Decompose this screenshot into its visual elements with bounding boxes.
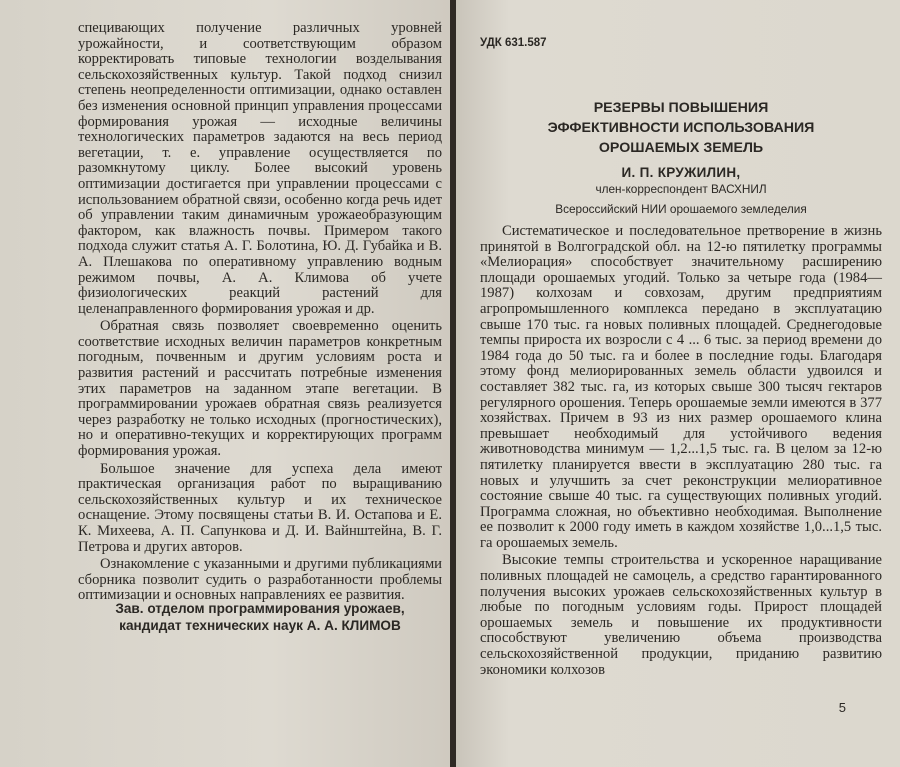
signature-block: [78, 600, 442, 634]
left-paragraph-4: Ознакомление с указанными и другими публикациями сборника позволит судить о разработанности проблемы оптимизации и основных направлениях ее развития.: [78, 556, 442, 604]
udc-code: УДК 631.587: [480, 37, 547, 49]
signature-line-1: Зав. отделом программирования урожаев,: [115, 601, 405, 616]
left-paragraph-2: Обратная связь позволяет своевременно оценить соответствие исходных величин параметров конкретным погодным, почвенным и другим условиям роста и развития растений и рассчитать потребные изменения этих параметров на заданном этапе вегетации. В программировании урожаев обратная связь реализуется через разработку не только исходных (прогностических), но и оперативно-текущих и корректирующих программ формирования урожая.: [78, 318, 442, 460]
title-line-2: ЭФФЕКТИВНОСТИ ИСПОЛЬЗОВАНИЯ: [547, 120, 815, 136]
left-text-column: [78, 21, 442, 606]
page-number: 5: [838, 700, 846, 715]
left-paragraph-3: Большое значение для успеха дела имеют практическая организация работ по выращиванию сельскохозяйственных культур и их техническое оснащение. Этому посвящены статьи В. И. Остапова и Е. К. Михеева, А. П. Сапункова и Д. И. Вайнштейна, В. Г. Петрова и других авторов.: [78, 460, 442, 555]
right-text-column: [480, 224, 882, 680]
title-line-3: ОРОШАЕМЫХ ЗЕМЕЛЬ: [598, 140, 764, 156]
author-block: [480, 164, 882, 217]
author-institution: Всероссийский НИИ орошаемого земледелия: [555, 202, 807, 216]
right-paragraph-1: Систематическое и последовательное претворение в жизнь принятой в Волгоградской обл. на 12-ю пятилетку программы «Мелиорация» способствует значительному расширению площади орошаемых угодий. Только за четыре года (1984—1987) колхозам и совхозам, другим предприятиям агропромышленного комплекса передано в эксплуатацию свыше 170 тыс. га новых поливных площадей. Среднегодовые темпы прироста их возросли с 4 ... 6 тыс. за период времени до 1984 года до 50 тыс. га и более в последние годы. Благодаря этому фонд мелиорированных земель области удвоился и составляет 382 тыс. га, из которых свыше 300 тысяч гектаров регулярного орошения. Теперь орошаемые земли имеются в 377 хозяйствах. Причем в 93 из них размер орошаемого клина превышает необходимый для устойчивого ведения животноводства минимум — 1,2...1,5 тыс. га. В целом за 12-ю пятилетку планируется ввести в эксплуатацию 280 тыс. га новых и улучшить за счет реконструкции мелиоративное состояние свыше 40 тыс. га существующих поливных угодий. Программа сложная, но объективно необходимая. Выполнение ее позволит к 2000 году иметь в каждом хозяйстве 1,0...1,5 тыс. га орошаемых земель.: [480, 223, 882, 551]
signature-line-2: кандидат технических наук А. А. КЛИМОВ: [119, 618, 401, 633]
title-line-1: РЕЗЕРВЫ ПОВЫШЕНИЯ: [593, 100, 769, 116]
author-name: И. П. КРУЖИЛИН,: [621, 165, 741, 180]
right-paragraph-2: Высокие темпы строительства и ускоренное наращивание поливных площадей не самоцель, а средство гарантированного получения высоких урожаев сельскохозяйственных культур в любые по погодным условиям годы. Прирост площадей орошаемых земель и повышение их продуктивности способствуют увеличению объема производства сельскохозяйственной продукции, приданию развитию экономики колхозов: [480, 552, 882, 678]
author-role: член-корреспондент ВАСХНИЛ: [595, 182, 767, 196]
right-page: [456, 0, 900, 767]
article-title: [480, 98, 882, 158]
left-paragraph-1: специвающих получение различных уровней урожайности, и соответствующим образом корректировать типовые технологии возделывания сельскохозяйственных культур. Такой подход снизил степень неопределенности оптимизации, однако оставлен без изменения основной принцип управления процессами формирования урожая — исходные величины технологических параметров задаются на весь период вегетации, т. е. управление осуществляется по разомкнутому циклу. Более высокий уровень оптимизации достигается при управлении процессами с использованием обратной связи, особенно когда речь идет об управлении таким динамичным урожаеобразующим фактором, как влажность почвы. Примером такого подхода служит статья А. Г. Болотина, Ю. Д. Губайка и В. А. Плешакова по оперативному управлению водным режимом почвы, А. А. Климова об учете физиологических реакций растений для целенаправленного формирования урожая и др.: [78, 20, 442, 317]
